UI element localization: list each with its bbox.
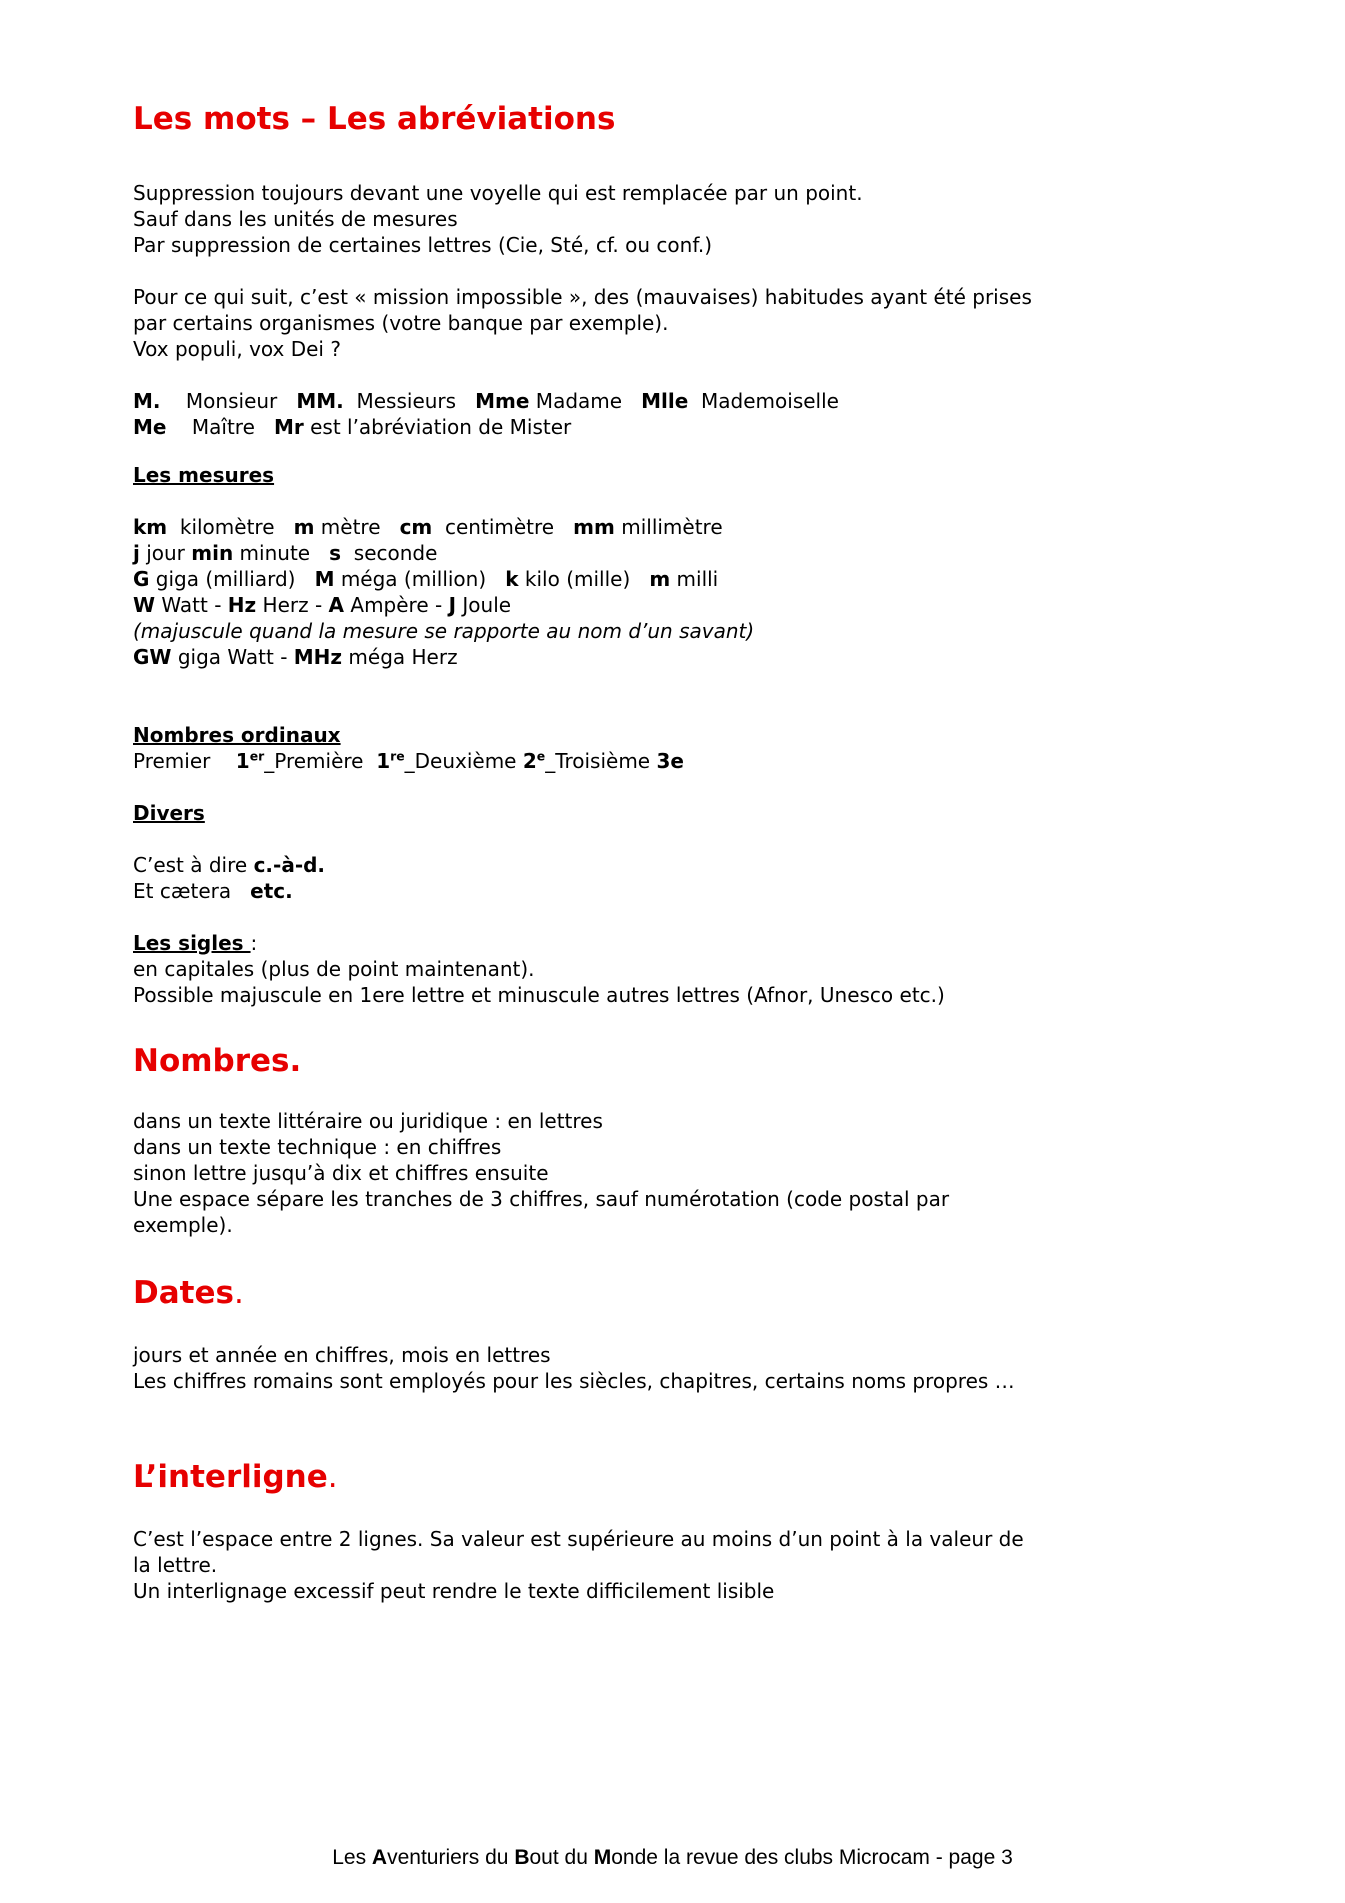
text-line: exemple).	[133, 1213, 233, 1237]
para-interligne	[133, 1526, 1293, 1604]
page-content	[133, 0, 1293, 1604]
page-footer	[0, 1845, 1345, 1871]
text-line: Les chiffres romains sont employés pour les siècles, chapitres, certains noms propres …	[133, 1369, 1015, 1393]
text-line: Me Maître Mr est l’abréviation de Mister	[133, 415, 572, 439]
heading-divers	[133, 800, 1293, 826]
heading-interligne	[133, 1458, 1293, 1496]
text-line: par certains organismes (votre banque par exemple).	[133, 311, 669, 335]
heading-dates	[133, 1274, 1293, 1312]
para-ordinaux	[133, 748, 1293, 774]
text-line: L’interligne.	[133, 1459, 338, 1495]
para-mesures	[133, 514, 1293, 670]
text-line: Les mots – Les abréviations	[133, 101, 616, 137]
text-line: Par suppression de certaines lettres (Cie, Sté, cf. ou conf.)	[133, 233, 713, 257]
text-line: j jour min minute s seconde	[133, 541, 438, 565]
text-line: Une espace sépare les tranches de 3 chiffres, sauf numérotation (code postal par	[133, 1187, 950, 1211]
text-line: Possible majuscule en 1ere lettre et minuscule autres lettres (Afnor, Unesco etc.)	[133, 983, 945, 1007]
para-mission	[133, 284, 1293, 362]
text-line: Dates.	[133, 1275, 244, 1311]
text-line: Nombres.	[133, 1043, 302, 1079]
text-line: (majuscule quand la mesure se rapporte au nom d’un savant)	[133, 619, 755, 643]
text-line: C’est à dire c.-à-d.	[133, 853, 326, 877]
text-line: dans un texte littéraire ou juridique : en lettres	[133, 1109, 603, 1133]
text-line: Suppression toujours devant une voyelle qui est remplacée par un point.	[133, 181, 863, 205]
para-dates	[133, 1342, 1293, 1394]
text-line: la lettre.	[133, 1553, 218, 1577]
text-line: M. Monsieur MM. Messieurs Mme Madame Mlle Mademoiselle	[133, 389, 839, 413]
text-line: Un interlignage excessif peut rendre le texte difficilement lisible	[133, 1579, 775, 1603]
page-title	[133, 100, 1293, 138]
text-line: en capitales (plus de point maintenant).	[133, 957, 535, 981]
heading-nombres	[133, 1042, 1293, 1080]
text-line: GW giga Watt - MHz méga Herz	[133, 645, 458, 669]
text-line: Nombres ordinaux	[133, 723, 341, 747]
text-line: sinon lettre jusqu’à dix et chiffres ensuite	[133, 1161, 549, 1185]
text-line: Et cætera etc.	[133, 879, 293, 903]
para-divers	[133, 852, 1293, 904]
para-civilites	[133, 388, 1293, 440]
para-intro	[133, 180, 1293, 258]
text-line: G giga (milliard) M méga (million) k kilo (mille) m milli	[133, 567, 719, 591]
text-line: Les mesures	[133, 463, 275, 487]
heading-nombres-ordinaux	[133, 722, 1293, 748]
para-nombres	[133, 1108, 1293, 1238]
text-line: km kilomètre m mètre cm centimètre mm millimètre	[133, 515, 723, 539]
heading-les-mesures	[133, 462, 1293, 488]
text-line: Divers	[133, 801, 205, 825]
para-sigles	[133, 956, 1293, 1008]
text-line: dans un texte technique : en chiffres	[133, 1135, 502, 1159]
text-line: W Watt - Hz Herz - A Ampère - J Joule	[133, 593, 512, 617]
text-line: Sauf dans les unités de mesures	[133, 207, 458, 231]
text-line: C’est l’espace entre 2 lignes. Sa valeur est supérieure au moins d’un point à la valeur de	[133, 1527, 1024, 1551]
text-line: Pour ce qui suit, c’est « mission impossible », des (mauvaises) habitudes ayant été prises	[133, 285, 1032, 309]
heading-les-sigles	[133, 930, 1293, 956]
text-line: jours et année en chiffres, mois en lettres	[133, 1343, 551, 1367]
text-line: Premier 1er_Première 1re_Deuxième 2e_Troisième 3e	[133, 748, 684, 773]
text-line: Les Aventuriers du Bout du Monde la revue des clubs Microcam - page 3	[332, 1846, 1013, 1869]
text-line: Les sigles :	[133, 931, 258, 955]
text-line: Vox populi, vox Dei ?	[133, 337, 341, 361]
